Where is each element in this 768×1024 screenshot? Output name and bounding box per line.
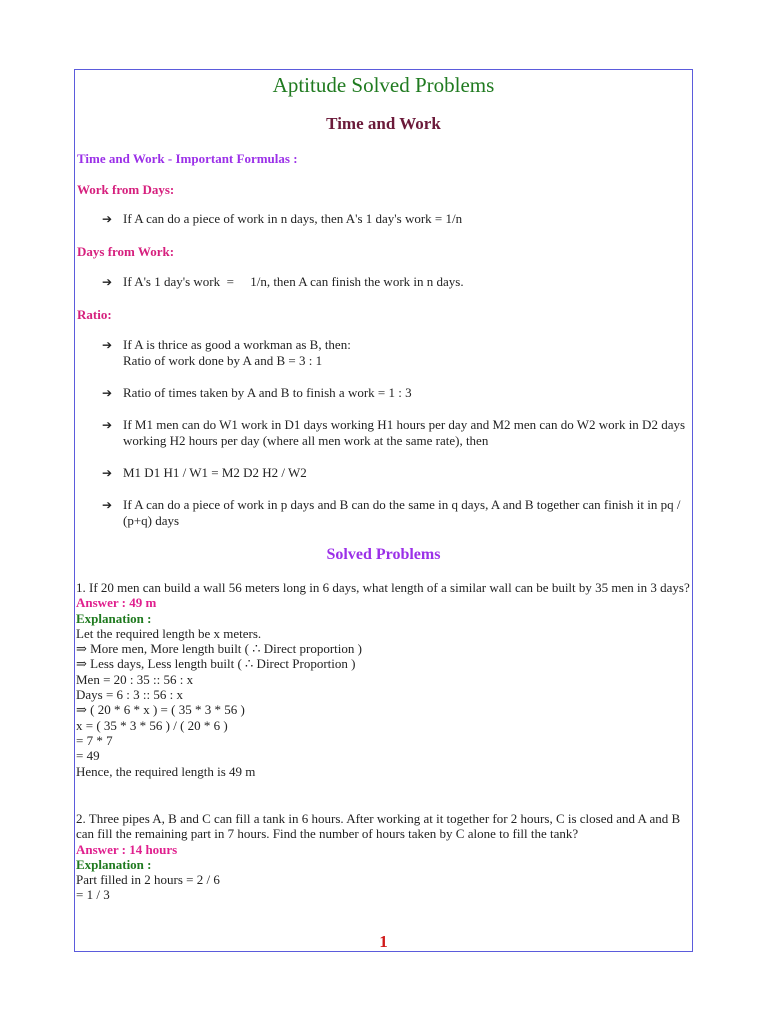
explanation-line: ⇒ Less days, Less length built ( ∴ Direct Proportion )	[76, 656, 356, 672]
bullet-item	[102, 465, 307, 481]
section-heading-ratio: Ratio:	[77, 307, 112, 322]
bullet-text: If A can do a piece of work in n days, then A's 1 day's work = 1/n	[123, 211, 463, 226]
page-number: 1	[379, 932, 388, 951]
bullet-item	[102, 497, 692, 529]
section-heading-work-from-days: Work from Days:	[77, 182, 175, 197]
bullet-text: If M1 men can do W1 work in D1 days working H1 hours per day and M2 men can do W2 work in D2 days working H2 hours per day (where all men work at the same rate), then	[123, 417, 686, 448]
explanation-line: Hence, the required length is 49 m	[76, 763, 256, 779]
explanation-line: Part filled in 2 hours = 2 / 6	[76, 872, 220, 888]
bullet-text: M1 D1 H1 / W1 = M2 D2 H2 / W2	[123, 465, 307, 480]
answer-text: Answer : 49 m	[76, 595, 157, 611]
formulas-heading: Time and Work - Important Formulas :	[77, 151, 298, 166]
explanation-label: Explanation :	[76, 856, 152, 872]
explanation-label: Explanation :	[76, 610, 152, 626]
explanation-line: = 1 / 3	[76, 887, 110, 903]
solved-problems-heading: Solved Problems	[326, 546, 441, 563]
explanation-line: = 7 * 7	[76, 732, 113, 748]
arrow-bullet-icon: ➔	[102, 338, 113, 352]
bullet-text: Ratio of work done by A and B = 3 : 1	[123, 353, 323, 368]
bullet-text: If A's 1 day's work = 1/n, then A can finish the work in n days.	[123, 274, 464, 289]
arrow-bullet-icon: ➔	[102, 275, 113, 289]
document-subtitle: Time and Work	[326, 114, 441, 133]
bullet-item	[102, 274, 464, 290]
arrow-bullet-icon: ➔	[102, 386, 113, 400]
bullet-text: If A is thrice as good a workman as B, then:	[123, 337, 351, 352]
document-page	[74, 69, 693, 952]
bullet-text: Ratio of times taken by A and B to finish a work = 1 : 3	[123, 385, 412, 400]
arrow-bullet-icon: ➔	[102, 466, 113, 480]
explanation-line: Men = 20 : 35 :: 56 : x	[76, 671, 194, 687]
explanation-line: ⇒ ( 20 * 6 * x ) = ( 35 * 3 * 56 )	[76, 702, 245, 718]
explanation-line: Let the required length be x meters.	[76, 625, 262, 641]
explanation-line: x = ( 35 * 3 * 56 ) / ( 20 * 6 )	[76, 717, 228, 733]
problem-question: 1. If 20 men can build a wall 56 meters long in 6 days, what length of a similar wall can be built by 35 men in 3 days?	[76, 580, 690, 595]
arrow-bullet-icon: ➔	[102, 212, 113, 226]
explanation-line: ⇒ More men, More length built ( ∴ Direct proportion )	[76, 641, 362, 657]
arrow-bullet-icon: ➔	[102, 418, 113, 432]
arrow-bullet-icon: ➔	[102, 498, 113, 512]
problem-question: 2. Three pipes A, B and C can fill a tank in 6 hours. After working at it together for 2 hours, C is closed and A and B can fill the remaining part in 7 hours. Find the number of hours taken by C alone to fill the tank?	[76, 811, 681, 842]
bullet-text: If A can do a piece of work in p days and B can do the same in q days, A and B together can finish it in pq / (p+q) days	[123, 497, 681, 528]
document-title: Aptitude Solved Problems	[272, 73, 495, 97]
explanation-line: Days = 6 : 3 :: 56 : x	[76, 687, 183, 703]
bullet-item	[102, 385, 412, 401]
problem-1	[76, 580, 692, 779]
section-heading-days-from-work: Days from Work:	[77, 244, 175, 259]
problem-2	[76, 811, 692, 903]
bullet-item	[102, 337, 351, 369]
bullet-item	[102, 417, 692, 449]
answer-text: Answer : 14 hours	[76, 841, 178, 857]
explanation-line: = 49	[76, 748, 100, 764]
bullet-item	[102, 211, 462, 227]
